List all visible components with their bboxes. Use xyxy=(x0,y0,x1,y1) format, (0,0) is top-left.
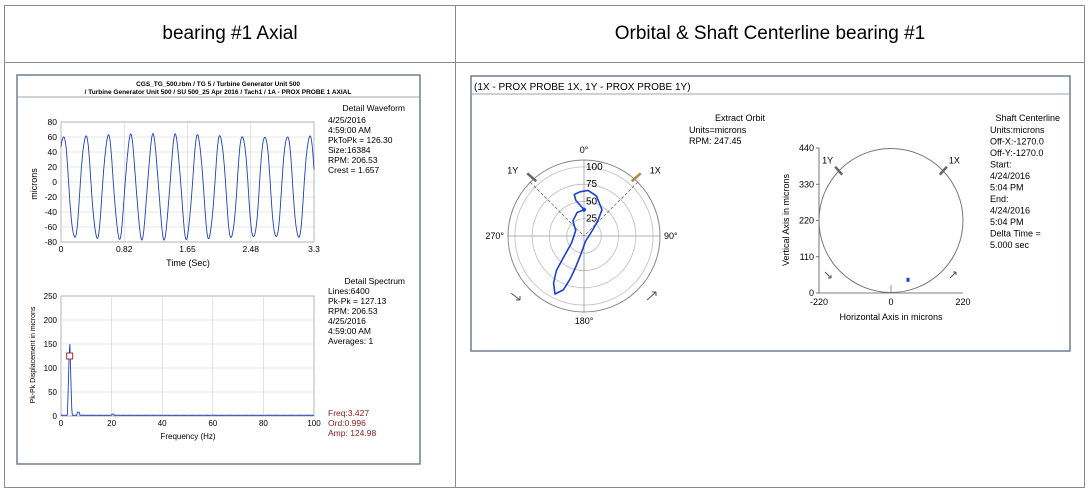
waveform-chart xyxy=(45,117,320,254)
waveform-y-tick: 80 xyxy=(47,117,57,127)
waveform-info-line: PkToPk = 126.30 xyxy=(328,135,393,145)
orbit-angle-label: 180° xyxy=(574,316,594,326)
orbit-title: Extract Orbit xyxy=(714,113,765,123)
shaft-centerline-info-line: 4/24/2016 xyxy=(990,171,1031,181)
orbit-probe-label: 1Y xyxy=(507,165,519,176)
waveform-info-line: 4:59:00 AM xyxy=(328,125,372,135)
spectrum-ylabel: Pk-Pk Displacement in microns xyxy=(30,306,37,404)
spectrum-x-tick: 40 xyxy=(157,419,167,428)
shaft-centerline-y-tick: 440 xyxy=(798,143,814,153)
shaft-centerline-title: Shaft Centerline xyxy=(995,113,1060,123)
waveform-x-tick: 1.65 xyxy=(179,244,196,254)
shaft-centerline-y-tick: 220 xyxy=(798,215,814,226)
spectrum-y-tick: 250 xyxy=(43,292,57,301)
spectrum-cursor-marker xyxy=(67,353,73,359)
waveform-xlabel: Time (Sec) xyxy=(166,258,210,268)
waveform-y-tick: -80 xyxy=(44,237,57,247)
waveform-y-tick: -60 xyxy=(44,222,57,232)
shaft-centerline-info-line: 5.000 sec xyxy=(990,240,1030,250)
waveform-y-tick: 40 xyxy=(47,147,57,157)
waveform-info-line: Size:16384 xyxy=(328,145,371,155)
orbit-angle-label: 0° xyxy=(579,145,589,155)
spectrum-y-tick: 100 xyxy=(43,364,57,373)
orbit-radial-tick: 100 xyxy=(586,161,603,173)
spectrum-plot-area xyxy=(61,296,314,416)
right-panel-title: (1X - PROX PROBE 1X, 1Y - PROX PROBE 1Y) xyxy=(474,82,691,93)
spectrum-info-line: 4/25/2016 xyxy=(328,316,366,326)
orbit-angle-label: 90° xyxy=(664,231,678,241)
waveform-title: Detail Waveform xyxy=(342,103,405,113)
spectrum-x-tick: 60 xyxy=(208,419,218,428)
waveform-y-tick: -20 xyxy=(44,192,57,202)
orbit-info-line: RPM: 247.45 xyxy=(689,136,742,146)
spectrum-cursor-line: Amp: 124.98 xyxy=(328,428,377,438)
waveform-info-line: Crest = 1.657 xyxy=(328,165,380,175)
shaft-centerline-info-line: Units:microns xyxy=(990,125,1045,135)
waveform-x-tick: 0 xyxy=(58,244,64,254)
waveform-ylabel: microns xyxy=(29,168,39,200)
spectrum-x-tick: 80 xyxy=(258,419,268,428)
orbit-info-line: Units=microns xyxy=(689,125,747,135)
shaft-centerline-y-tick: 0 xyxy=(808,288,814,298)
spectrum-x-tick: 0 xyxy=(58,419,64,428)
spectrum-info-line: Pk-Pk = 127.13 xyxy=(328,296,387,306)
shaft-centerline-y-tick: 110 xyxy=(799,251,814,262)
shaft-centerline-info-line: End: xyxy=(990,194,1009,204)
waveform-y-tick: 0 xyxy=(52,177,57,187)
shaft-centerline-x-tick: 0 xyxy=(888,297,894,307)
waveform-y-tick: -40 xyxy=(44,207,57,217)
waveform-info-line: RPM: 206.53 xyxy=(328,155,378,165)
orbit-info xyxy=(689,125,747,146)
shaft-centerline-probe-label: 1X xyxy=(948,155,960,166)
waveform-x-tick: 2.48 xyxy=(242,244,260,254)
spectrum-cursor-line: Freq:3.427 xyxy=(328,408,370,418)
shaft-centerline-ylabel: Vertical Axis in microns xyxy=(781,173,791,267)
left-panel-title-line1: CGS_TG_500.rbm / TG 5 / Turbine Generator Unit 500 xyxy=(136,81,300,88)
spectrum-y-tick: 150 xyxy=(43,340,57,349)
spectrum-xlabel: Frequency (Hz) xyxy=(160,432,216,441)
spectrum-cursor-line: Ord:0.996 xyxy=(328,418,366,428)
waveform-info-line: 4/25/2016 xyxy=(328,115,366,125)
spectrum-info-line: Averages: 1 xyxy=(328,336,374,346)
shaft-centerline-x-tick: 220 xyxy=(955,297,971,307)
waveform-x-tick: 3.3 xyxy=(308,244,320,254)
spectrum-x-tick: 100 xyxy=(307,419,321,428)
orbit-radial-tick: 75 xyxy=(586,179,598,191)
shaft-centerline-point xyxy=(907,278,910,282)
orbit-radial-tick: 25 xyxy=(586,213,598,225)
spectrum-y-tick: 0 xyxy=(52,412,57,421)
orbit-keyphasor-dot xyxy=(582,208,586,212)
spectrum-y-tick: 200 xyxy=(43,316,57,325)
orbit-angle-label: 270° xyxy=(485,231,504,241)
right-panel-frame xyxy=(471,76,1070,351)
spectrum-y-tick: 50 xyxy=(48,388,57,397)
shaft-centerline-info-line: Off-X:-1270.0 xyxy=(990,136,1044,147)
shaft-centerline-info-line: 5:04 PM xyxy=(990,182,1024,193)
right-column-header: Orbital & Shaft Centerline bearing #1 xyxy=(614,23,926,44)
spectrum-title: Detail Spectrum xyxy=(344,276,405,286)
spectrum-info-line: Lines:6400 xyxy=(328,286,370,296)
shaft-centerline-y-tick: 330 xyxy=(798,179,814,190)
orbit-probe-label: 1X xyxy=(649,165,661,176)
spectrum-x-tick: 20 xyxy=(107,419,117,428)
spectrum-info-line: RPM: 206.53 xyxy=(328,306,378,316)
shaft-centerline-info-line: 4/24/2016 xyxy=(990,205,1031,216)
shaft-centerline-info-line: 5:04 PM xyxy=(990,217,1024,227)
left-panel-title-line2: / Turbine Generator Unit 500 / SU 500_25 Apr 2016 / Tach1 / 1A - PROX PROBE 1 AXIAL xyxy=(84,89,352,96)
shaft-centerline-x-tick: -220 xyxy=(809,297,829,307)
spectrum-info-line: 4:59:00 AM xyxy=(328,326,372,336)
spectrum-chart xyxy=(44,292,322,428)
shaft-centerline-info-line: Start: xyxy=(990,159,1012,170)
waveform-x-tick: 0.82 xyxy=(115,244,133,254)
left-column-header: bearing #1 Axial xyxy=(162,23,298,44)
shaft-centerline-probe-label: 1Y xyxy=(822,155,834,166)
shaft-centerline-info-line: Off-Y:-1270.0 xyxy=(990,148,1044,158)
waveform-y-tick: 20 xyxy=(47,162,57,172)
shaft-centerline-info-line: Delta Time = xyxy=(990,228,1041,239)
waveform-y-tick: 60 xyxy=(47,132,57,142)
shaft-centerline-xlabel: Horizontal Axis in microns xyxy=(839,312,943,322)
orbit-radial-tick: 50 xyxy=(586,196,598,208)
